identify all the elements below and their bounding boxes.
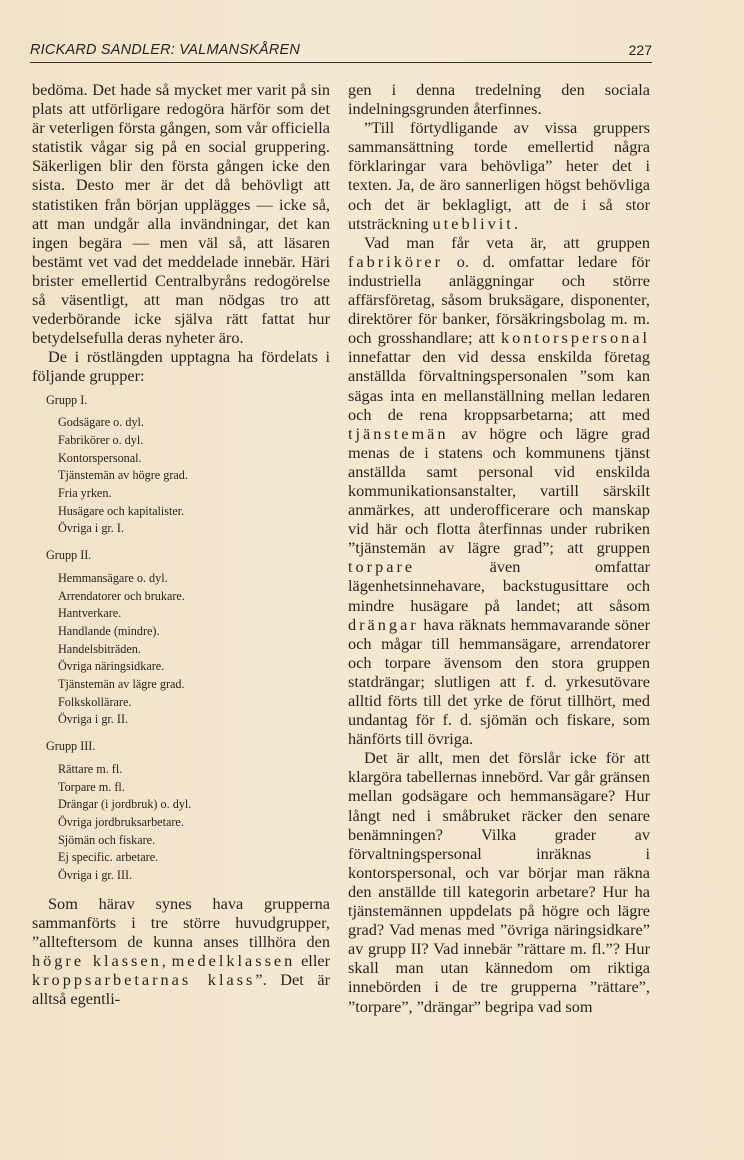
paragraph: De i röstlängden upptagna ha fördelats i följande grupper: — [32, 347, 330, 386]
running-title: RICKARD SANDLER: VALMANSKÅREN — [30, 42, 301, 58]
list-item: Husägare och kapitalister. — [58, 503, 185, 518]
group-items — [32, 570, 330, 729]
text-run: hava räknats hemmavarande söner och mågar till hemmansägare, arrendatorer och torpare ävensom den stora gruppen statdrängar; slutligen att f. d. yrkesutövare alltid förts till det yrke de förut tillhört, med undantag för f. d. sjömän och fiskare, som hänförts till övriga. — [348, 614, 650, 749]
group-title: Grupp II. — [46, 548, 92, 563]
text-run: även omfattar lägenhetsinnehavare, backstugusittare och mindre husägare på landet; att såsom — [348, 557, 650, 615]
list-item: Handlande (mindre). — [58, 623, 160, 638]
list-item: Tjänstemän av högre grad. — [58, 468, 188, 483]
group-items — [32, 414, 330, 538]
list-item: Kontorspersonal. — [58, 450, 142, 465]
group-title: Grupp III. — [46, 739, 96, 754]
paragraph — [348, 118, 650, 233]
spaced-term: fabrikörer — [348, 251, 444, 271]
list-item: Rättare m. fl. — [58, 761, 123, 776]
group-list — [32, 392, 330, 885]
group-block — [32, 392, 330, 539]
spaced-term: uteblivit — [432, 213, 514, 233]
list-item: Fria yrken. — [58, 486, 112, 501]
spaced-term: drängar — [348, 614, 419, 634]
text-run: innefattar den vid dessa enskilda företag anställda förvaltningspersonalen ”som kan sägas inta en mellanställning mellan ledaren och de rena kroppsarbetarna; att med — [348, 347, 650, 424]
group-items — [32, 761, 330, 885]
list-item: Drängar (i jordbruk) o. dyl. — [58, 797, 192, 812]
text-run: ”. Det är alltså egentli- — [32, 970, 331, 1009]
paragraph — [348, 233, 650, 749]
spaced-term: medelklassen — [171, 951, 296, 971]
list-item: Övriga i gr. II. — [58, 712, 129, 727]
list-item: Övriga näringsidkare. — [58, 659, 165, 674]
list-item: Arrendatorer och brukare. — [58, 588, 185, 603]
list-item: Handelsbiträden. — [58, 641, 141, 656]
list-item: Ej specific. arbetare. — [58, 850, 159, 865]
page-header — [30, 40, 652, 63]
list-item: Tjänstemän av lägre grad. — [58, 677, 185, 692]
text-run: av högre och lägre grad menas de i statens och kommunens tjänst anställda samt personal vid enskilda kommunikationsanstalter, vartill särskilt anmärkes, att underofficerare och manskap vid här och flotta återfinnas under rubriken ”tjänstemän av lägre grad”; att gruppen — [348, 423, 650, 558]
page-number: 227 — [628, 42, 652, 58]
text-run: . — [513, 213, 518, 233]
right-column — [348, 80, 650, 1016]
spaced-term: högre klassen — [32, 951, 162, 971]
paragraph: Det är allt, men det förslår icke för att klargöra tabellernas innebörd. Var går gränsen mellan godsägare och hemmansägare? Hur långt ned i småbruket räcker den senare benämningen? Vilka grader av förvaltningspersonal inräknas i kontorspersonal, och var börjar man räkna den anställde till kategorin arbetare? Hur ha tjänstemännen uppdelats på högre och lägre grad? Vad menas med ”övriga näringsidkare” av grupp II? Vad innebär ”rättare m. fl.”? Hur skall man utan kännedom om riktiga innebörden i de tre grupperna ”rättare”, ”torpare”, ”drängar” begripa vad som — [348, 748, 650, 1016]
list-item: Hantverkare. — [58, 606, 122, 621]
spaced-term: torpare — [348, 557, 416, 577]
left-column — [32, 80, 330, 1008]
text-run: eller — [295, 951, 330, 971]
group-block — [32, 738, 330, 885]
group-block — [32, 547, 330, 729]
paragraph: bedöma. Det hade så mycket mer varit på sin plats att utförligare redogöra härför som det är veterligen första gången, som vår officiella statistik vågar sig på en social gruppering. Säkerligen blir den första gången icke den sista. Desto mer är det då behövligt att statistiken från början upplägges — icke så, att man undgår alla invändningar, det kan ingen begära — men väl så, att läsaren bestämt vet vad det meddelade innebär. Häri brister emellertid Centralbyråns redogörelse så väsentligt, att man nödgas tro att vederbörande icke själva rätt fattat hur betydelsefulla deras nyheter äro. — [32, 80, 330, 348]
spaced-term: kroppsarbetarnas klass — [32, 970, 256, 990]
text-run: ”Till förtydligande av vissa gruppers sammansättning torde emellertid några förklaringar vara behövliga” heter det i texten. Ja, de äro sannerligen högst behövliga och det är beklagligt, att de i så stor utsträckning — [348, 118, 650, 233]
list-item: Övriga i gr. I. — [58, 521, 125, 536]
list-item: Sjömän och fiskare. — [58, 832, 156, 847]
text-run: o. d. omfattar ledare för industriella anläggningar och större affärsföretag, såsom bruksägare, disponenter, direktörer för banker, försäkringsbolag m. m. och grosshandlare; att — [348, 251, 650, 348]
list-item: Torpare m. fl. — [58, 779, 125, 794]
group-title: Grupp I. — [46, 392, 88, 407]
list-item: Godsägare o. dyl. — [58, 415, 144, 430]
list-item: Övriga jordbruksarbetare. — [58, 814, 184, 829]
paragraph — [32, 894, 330, 1009]
text-run: Vad man får veta är, att gruppen — [364, 232, 650, 252]
text-run: Som härav synes hava grupperna sammanförts i tre större huvudgrupper, ”allteftersom de kunna anses tillhöra den — [32, 893, 330, 951]
paragraph: gen i denna tredelning den sociala indelningsgrunden återfinnes. — [348, 80, 650, 119]
spaced-term: tjänstemän — [348, 423, 449, 443]
list-item: Hemmansägare o. dyl. — [58, 570, 168, 585]
list-item: Folkskollärare. — [58, 694, 132, 709]
list-item: Fabrikörer o. dyl. — [58, 432, 144, 447]
text-run: , — [161, 951, 172, 971]
spaced-term: kontorspersonal — [501, 328, 650, 348]
list-item: Övriga i gr. III. — [58, 868, 133, 883]
